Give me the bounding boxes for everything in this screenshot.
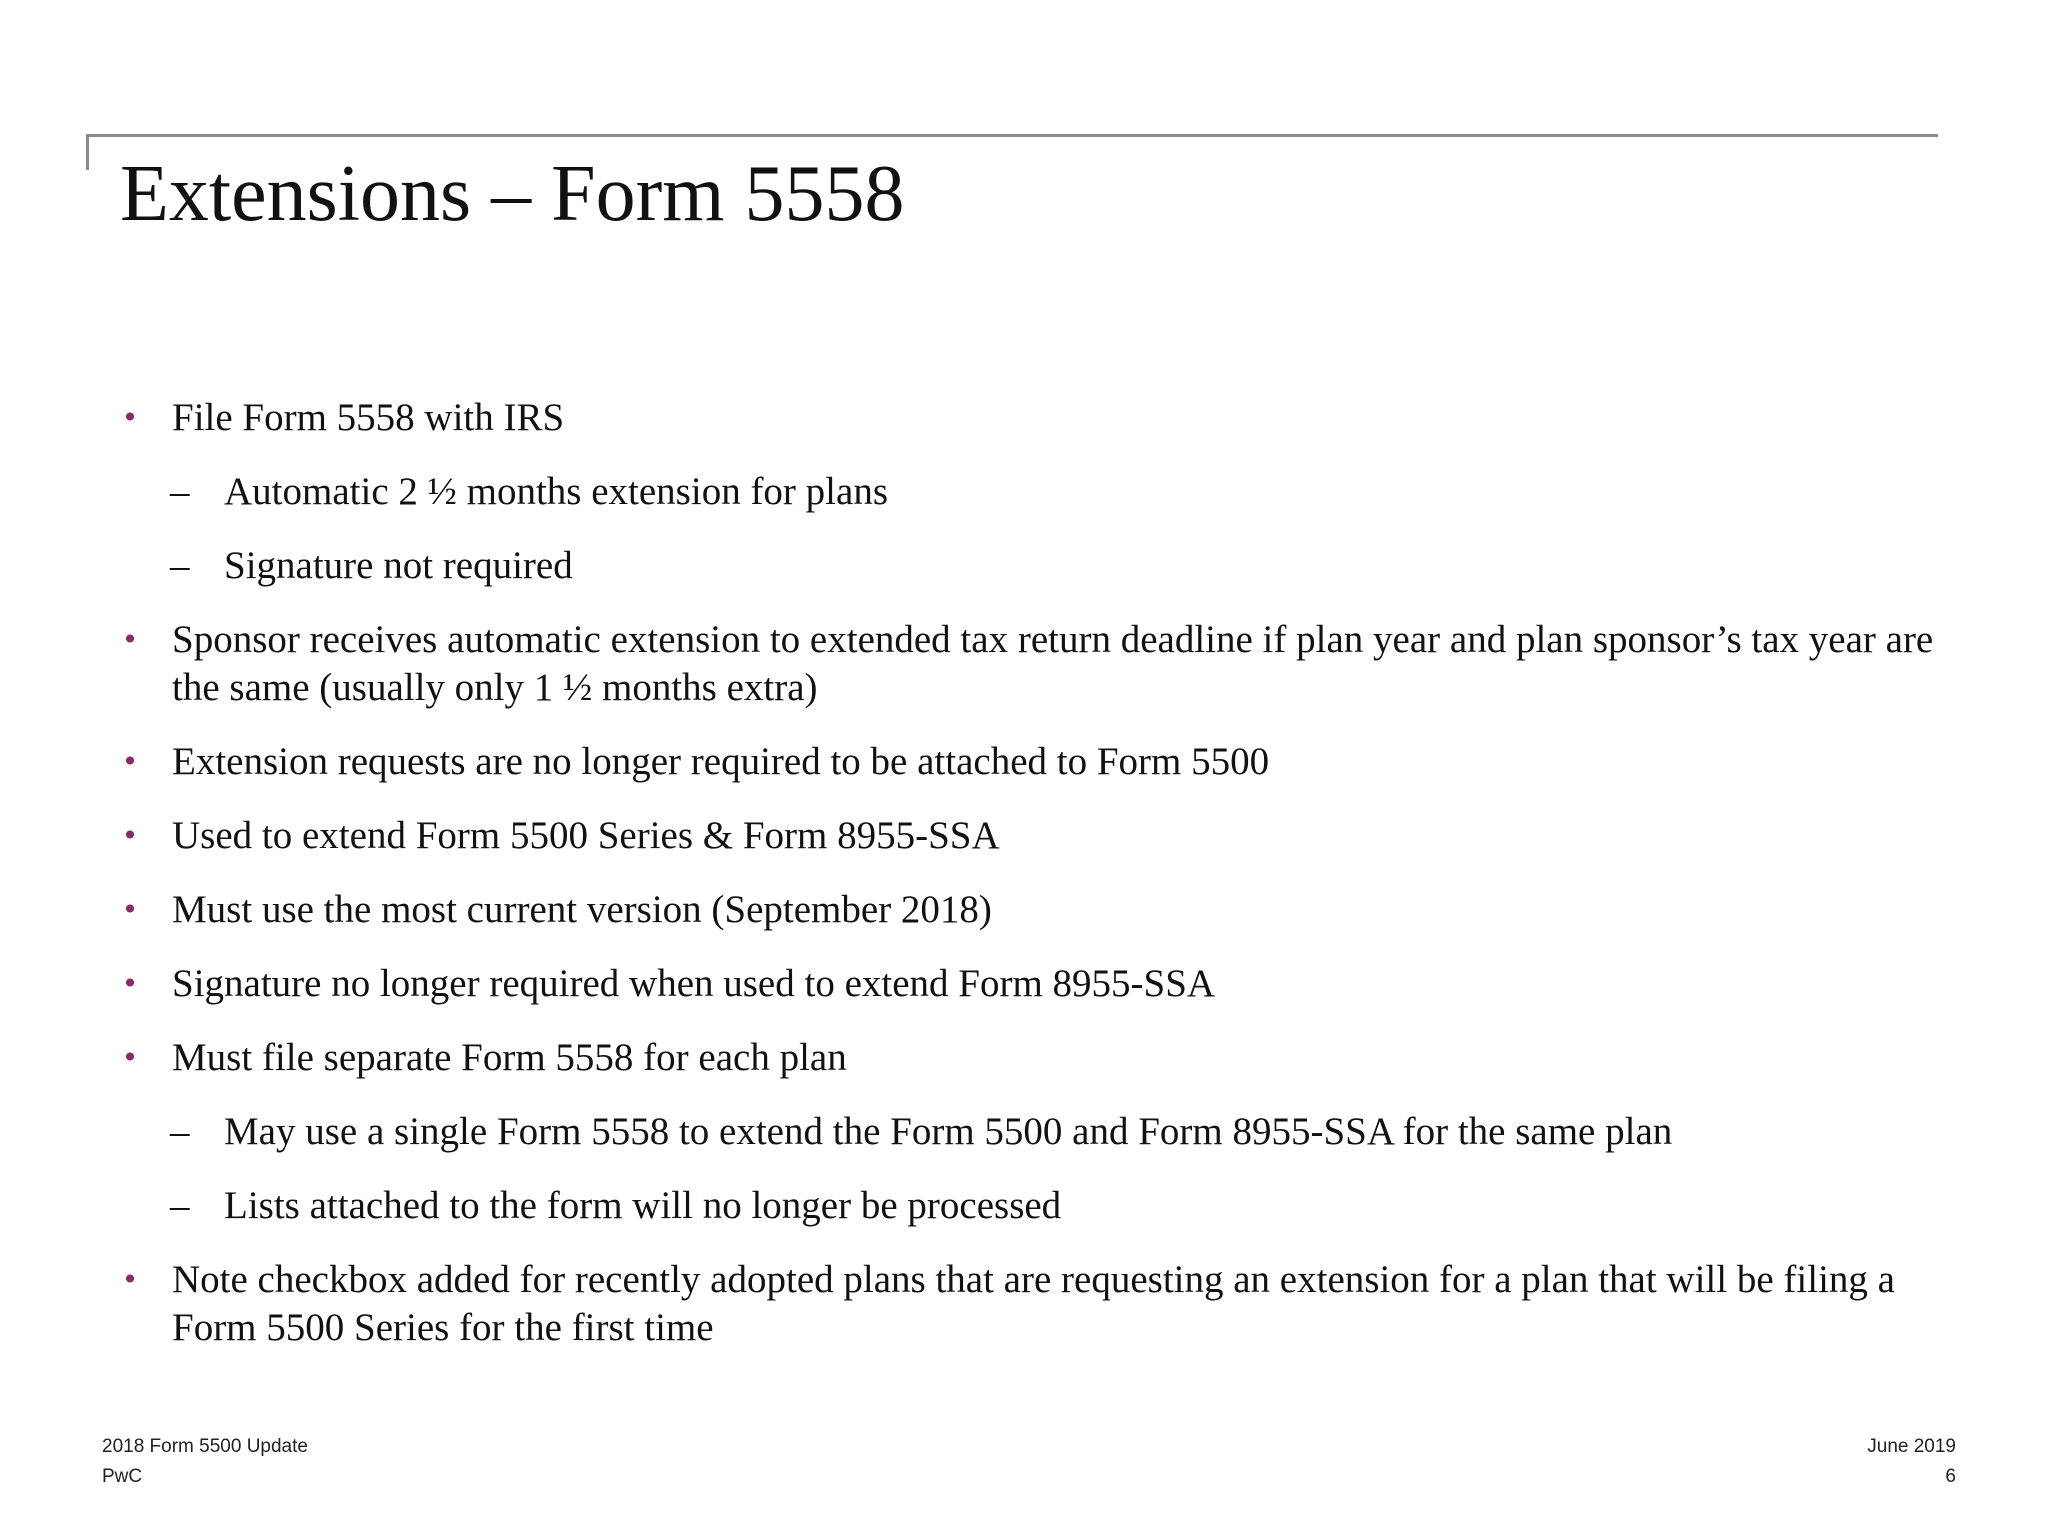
bullet-marker: • (121, 745, 139, 778)
bullet-marker: • (121, 623, 139, 656)
footer-left (102, 1432, 308, 1492)
sub-bullet-item (120, 542, 1950, 590)
bullet-marker: • (121, 819, 139, 852)
bullet-item (120, 1034, 1950, 1082)
bullet-item (120, 812, 1950, 860)
bullet-text: Signature no longer required when used to extend Form 8955-SSA (172, 962, 1216, 1005)
bullet-item (120, 616, 1950, 712)
bullet-marker: • (121, 893, 139, 926)
sub-bullet-item (120, 1108, 1950, 1156)
footer-right (1867, 1432, 1956, 1492)
bullet-text: May use a single Form 5558 to extend the Form 5500 and Form 8955-SSA for the same plan (224, 1110, 1673, 1153)
bullet-item (120, 886, 1950, 934)
bullet-text: Must file separate Form 5558 for each plan (172, 1036, 847, 1079)
dash-marker: – (170, 1184, 190, 1227)
footer-company: PwC (102, 1466, 143, 1487)
bullet-text: Must use the most current version (September 2018) (172, 888, 992, 931)
bullet-marker: • (121, 967, 139, 1000)
bullet-text: Sponsor receives automatic extension to extended tax return deadline if plan year and plan sponsor’s tax year are the same (usually only 1 ½ months extra) (172, 618, 1934, 709)
bullet-marker: • (121, 1041, 139, 1074)
bullet-text: File Form 5558 with IRS (172, 396, 565, 439)
dash-marker: – (170, 1110, 190, 1153)
page-number: 6 (1945, 1466, 1956, 1487)
dash-marker: – (170, 470, 190, 513)
sub-bullet-item (120, 1182, 1950, 1230)
footer-presentation-title: 2018 Form 5500 Update (102, 1436, 308, 1457)
bullet-text: Extension requests are no longer required to be attached to Form 5500 (172, 740, 1270, 783)
bullet-item (120, 960, 1950, 1008)
footer-date: June 2019 (1867, 1436, 1956, 1457)
bullet-text: Signature not required (224, 544, 573, 587)
bullet-list (120, 394, 1950, 1378)
bullet-item (120, 738, 1950, 786)
bullet-item (120, 1256, 1950, 1352)
bullet-item (120, 394, 1950, 442)
sub-bullet-item (120, 468, 1950, 516)
dash-marker: – (170, 544, 190, 587)
bullet-marker: • (121, 1263, 139, 1296)
bullet-marker: • (121, 401, 139, 434)
bullet-text: Note checkbox added for recently adopted plans that are requesting an extension for a plan that will be filing a Form 5500 Series for the first time (172, 1258, 1895, 1349)
slide-title: Extensions – Form 5558 (120, 150, 905, 238)
bullet-text: Automatic 2 ½ months extension for plans (224, 470, 888, 513)
bullet-text: Lists attached to the form will no longer be processed (224, 1184, 1062, 1227)
bullet-text: Used to extend Form 5500 Series & Form 8955-SSA (172, 814, 1000, 857)
